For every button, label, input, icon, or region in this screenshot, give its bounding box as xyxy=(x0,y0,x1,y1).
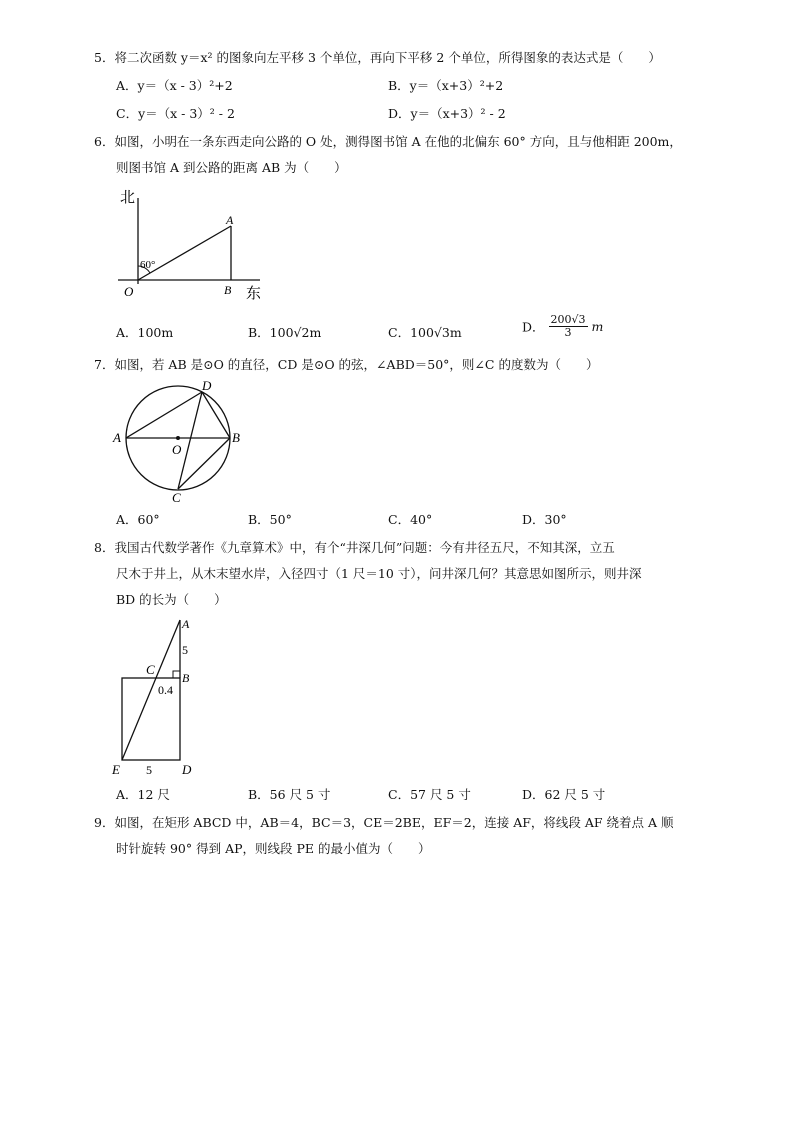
q8-option-a: A．12 尺 xyxy=(116,787,170,802)
q7-option-a: A．60° xyxy=(116,512,160,527)
q8-label-e: E xyxy=(112,762,120,777)
q6-option-d-fraction xyxy=(549,314,588,339)
q5-option-a: A．y＝（x - 3）²+2 xyxy=(116,78,233,93)
q8-label-cb: 0.4 xyxy=(158,683,173,697)
q6-label-north: 北 xyxy=(120,190,136,206)
q7-label-c: C xyxy=(172,490,181,504)
q9-stem-line1: 9．如图，在矩形 ABCD 中，AB＝4，BC＝3，CE＝2BE，EF＝2，连接 AF，将线段 AF 绕着点 A 顺 xyxy=(94,815,674,830)
q5-option-c: C．y＝（x - 3）² - 2 xyxy=(116,106,235,121)
q7-circle-figure xyxy=(110,378,250,504)
q8-stem-line2: 尺木于井上，从木末望水岸，入径四寸（1 尺＝10 寸），问井深几何？其意思如图所示，则井深 xyxy=(116,566,642,581)
q5-option-b: B．y＝（x+3）²+2 xyxy=(388,78,504,93)
q6-stem-line2: 则图书馆 A 到公路的距离 AB 为（ ） xyxy=(116,160,347,175)
q8-stem-line3: BD 的长为（ ） xyxy=(116,592,227,607)
q7-label-a: A xyxy=(113,430,121,445)
q8-well-figure xyxy=(110,614,210,780)
q8-option-c: C．57 尺 5 寸 xyxy=(388,787,471,802)
q7-label-o: O xyxy=(172,442,182,457)
q8-label-ed: 5 xyxy=(146,763,152,777)
q8-label-ab: 5 xyxy=(182,643,188,657)
q6-option-d-numerator: 200√3 xyxy=(550,313,586,326)
q6-option-d-unit: m xyxy=(591,319,604,334)
q8-label-d: D xyxy=(182,762,192,777)
q6-option-d-denominator: 3 xyxy=(564,326,572,339)
q7-option-b: B．50° xyxy=(248,512,292,527)
q8-label-b: B xyxy=(182,671,190,685)
q5-stem: 5．将二次函数 y＝x² 的图象向左平移 3 个单位，再向下平移 2 个单位，所得图象的表达式是（ ） xyxy=(94,50,661,65)
q8-label-c: C xyxy=(146,662,155,677)
q6-label-east: 东 xyxy=(246,286,262,302)
q7-label-b: B xyxy=(232,430,240,445)
q6-direction-figure xyxy=(112,186,272,304)
q5-option-d: D．y＝（x+3）² - 2 xyxy=(388,106,506,121)
q7-option-c: C．40° xyxy=(388,512,433,527)
q6-label-b: B xyxy=(224,283,232,297)
q9-stem-line2: 时针旋转 90° 得到 AP，则线段 PE 的最小值为（ ） xyxy=(116,841,431,856)
q7-label-d: D xyxy=(202,378,212,393)
q6-label-angle: 60° xyxy=(140,259,156,271)
q6-option-b: B．100√2m xyxy=(248,325,322,340)
q6-option-d-prefix: D． xyxy=(522,319,545,335)
q6-option-a: A．100m xyxy=(116,325,174,340)
q7-stem: 7．如图，若 AB 是⊙O 的直径，CD 是⊙O 的弦，∠ABD＝50°，则∠C 的度数为（ ） xyxy=(94,357,599,372)
q8-option-b: B．56 尺 5 寸 xyxy=(248,787,331,802)
q8-label-a: A xyxy=(182,617,190,631)
q8-stem-line1: 8．我国古代数学著作《九章算术》中，有个“井深几何”问题：今有井径五尺，不知其深，立五 xyxy=(94,540,615,555)
q7-option-d: D．30° xyxy=(522,512,567,527)
q6-label-a: A xyxy=(226,213,234,227)
q6-label-o: O xyxy=(124,284,134,299)
q8-option-d: D．62 尺 5 寸 xyxy=(522,787,606,802)
q6-stem-line1: 6．如图，小明在一条东西走向公路的 O 处，测得图书馆 A 在他的北偏东 60° 方向，且与他相距 200m， xyxy=(94,134,682,149)
q6-option-d xyxy=(522,314,603,339)
q6-option-c: C．100√3m xyxy=(388,325,462,340)
